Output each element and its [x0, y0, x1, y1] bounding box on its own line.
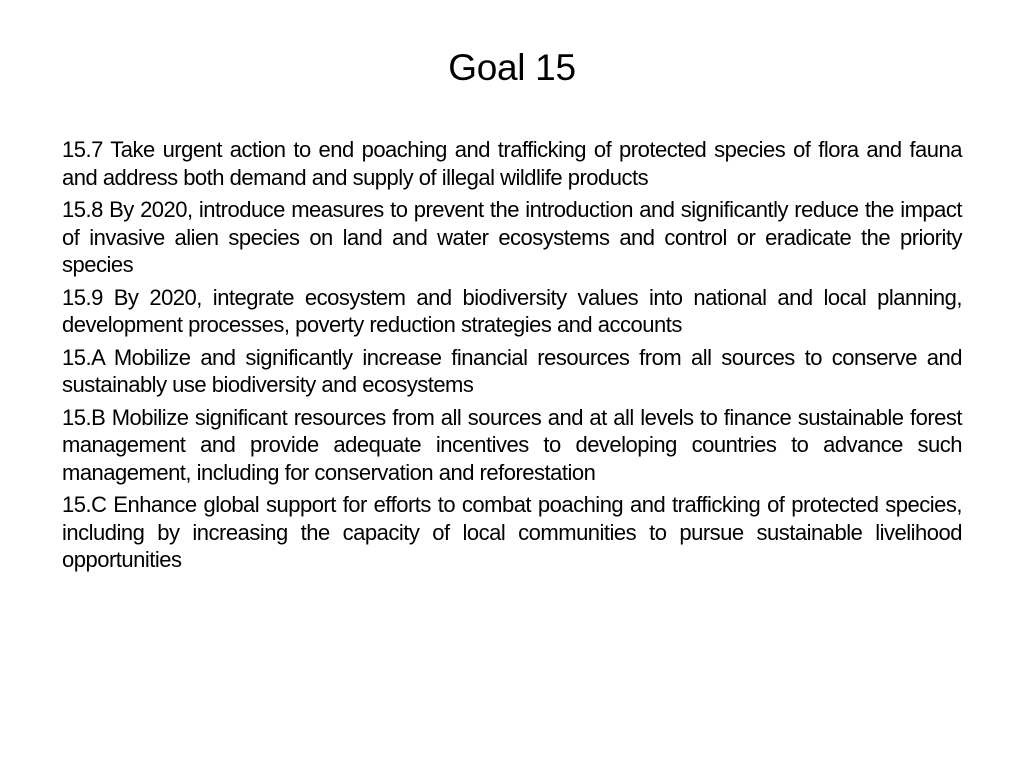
slide-title: Goal 15: [448, 47, 576, 88]
target-item-15-8: 15.8 By 2020, introduce measures to prevent the introduction and significantly reduce the impact of invasive alien species on land and water ecosystems and control or eradicate the priority species: [62, 197, 962, 277]
target-item-15-7: 15.7 Take urgent action to end poaching and trafficking of protected species of flora and fauna and address both demand and supply of illegal wildlife products: [62, 137, 962, 190]
target-item-15-b: 15.B Mobilize significant resources from all sources and at all levels to finance sustainable forest management and provide adequate incentives to developing countries to advance such management, including for conservation and reforestation: [62, 404, 962, 485]
target-item-15-c: 15.C Enhance global support for efforts to combat poaching and trafficking of protected species, including by increasing the capacity of local communities to pursue sustainable livelihood opportunities: [62, 492, 962, 572]
target-item-15-a: 15.A Mobilize and significantly increase financial resources from all sources to conserve and sustainably use biodiversity and ecosystems: [62, 344, 962, 397]
target-list: [62, 136, 962, 579]
target-item-15-9: 15.9 By 2020, integrate ecosystem and biodiversity values into national and local planning, development processes, poverty reduction strategies and accounts: [62, 284, 962, 337]
